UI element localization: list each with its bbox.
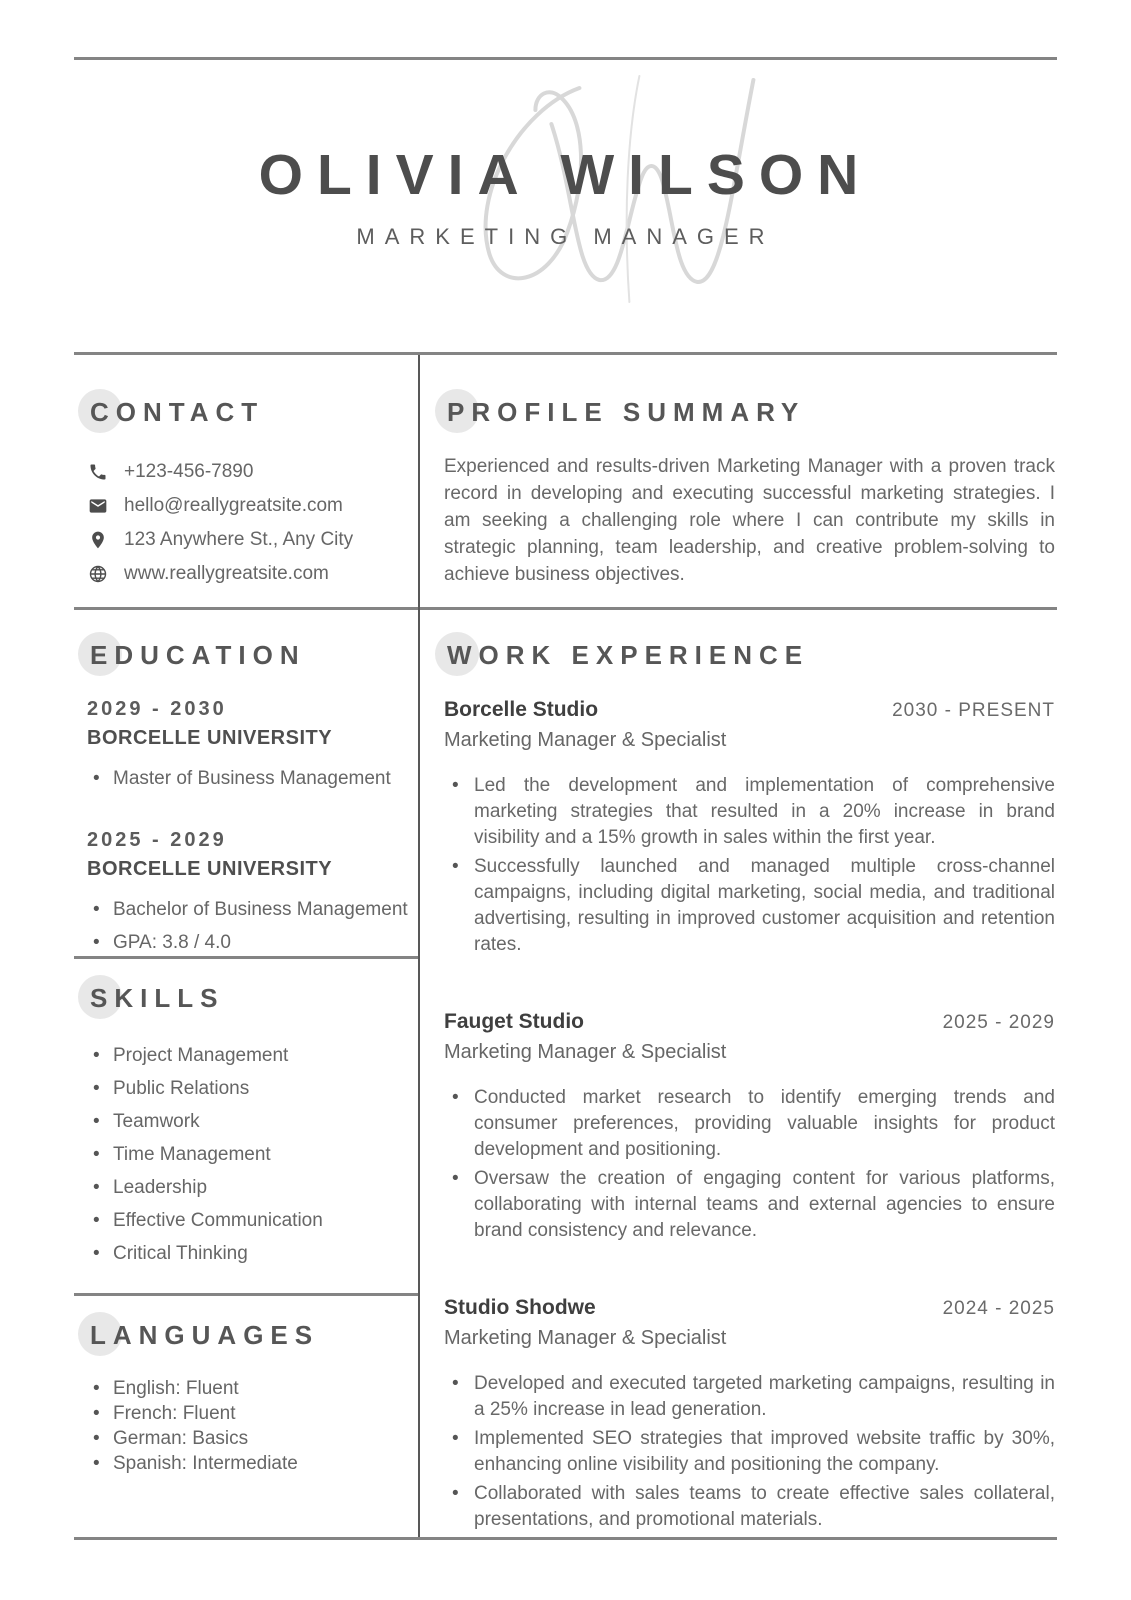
job-role: Marketing Manager & Specialist [444,1327,727,1349]
profile-summary-text: Experienced and results-driven Marketing Manager with a proven track record in developing and executing successful marketing strategies. I am seeking a challenging role where I can contribute my skills in strategic planning, team leadership, and creative problem-solving to achieve business objectives. [444,456,1055,585]
education-school: BORCELLE UNIVERSITY [87,727,333,749]
envelope-icon [87,495,109,517]
job-bullet: • Oversaw the creation of engaging content for various platforms, collaborating with internal teams and external agencies to ensure brand consistency and relevance. [444,1166,1055,1244]
job-bullet: • Conducted market research to identify emerging trends and consumer preferences, providing valuable insights for product development and positioning. [444,1085,1055,1163]
left-column [74,355,420,1537]
education-bullet: • Master of Business Management [87,762,408,795]
languages-section [74,1296,418,1537]
job-header [444,696,1055,723]
language-item: • Spanish: Intermediate [87,1451,408,1476]
education-bullets [87,893,408,959]
job-bullet: • Implemented SEO strategies that improved website traffic by 30%, enhancing online visibility and positioning the company. [444,1426,1055,1478]
education-entry [87,696,408,795]
job-role: Marketing Manager & Specialist [444,1041,727,1063]
contact-email: hello@reallygreatsite.com [124,495,343,516]
job-bullet: • Successfully launched and managed multiple cross-channel campaigns, including digital marketing, social media, and traditional advertising, resulting in improved customer acquisition and retention rates. [444,854,1055,958]
education-years: 2029 - 2030 [87,698,227,720]
contact-phone-row [87,455,402,489]
contact-phone: +123-456-7890 [124,461,254,482]
work-experience-heading: WORK EXPERIENCE [447,640,1055,672]
contact-email-row [87,489,402,523]
job-company: Borcelle Studio [444,698,599,721]
languages-heading: LANGUAGES [90,1320,408,1352]
skill-item: • Effective Communication [87,1204,408,1237]
globe-icon [87,563,109,585]
education-school: BORCELLE UNIVERSITY [87,858,333,880]
education-entry [87,827,408,959]
skills-heading: SKILLS [90,983,408,1015]
education-bullets [87,762,408,795]
job-company: Studio Shodwe [444,1296,596,1319]
person-name: OLIVIA WILSON [258,143,873,207]
skill-item: • Teamwork [87,1105,408,1138]
job-entry [444,1294,1055,1533]
location-icon [87,529,109,551]
language-item: • German: Basics [87,1426,408,1451]
contact-section [74,355,418,610]
job-dates: 2025 - 2029 [942,1012,1055,1033]
work-experience-section [420,610,1057,1537]
job-bullets [444,1371,1055,1533]
education-years: 2025 - 2029 [87,829,227,851]
right-column [420,355,1057,1537]
language-item: • English: Fluent [87,1376,408,1401]
job-role: Marketing Manager & Specialist [444,729,727,751]
job-header [444,1008,1055,1035]
person-title: MARKETING MANAGER [356,224,775,249]
education-section [74,610,418,959]
skill-item: • Public Relations [87,1072,408,1105]
job-entry [444,1008,1055,1244]
job-bullets [444,1085,1055,1244]
contact-list [87,455,402,591]
education-heading: EDUCATION [90,640,408,672]
job-company: Fauget Studio [444,1010,584,1033]
job-bullet: • Collaborated with sales teams to create effective sales collateral, presentations, and promotional materials. [444,1481,1055,1533]
skill-item: • Leadership [87,1171,408,1204]
contact-address: 123 Anywhere St., Any City [124,529,354,550]
header [74,60,1057,352]
job-header [444,1294,1055,1321]
job-dates: 2030 - PRESENT [892,700,1055,721]
education-bullet: • Bachelor of Business Management [87,893,408,926]
skill-item: • Critical Thinking [87,1237,408,1270]
profile-summary-heading: PROFILE SUMMARY [447,397,1055,429]
skills-list [87,1039,408,1270]
job-dates: 2024 - 2025 [942,1298,1055,1319]
skill-item: • Time Management [87,1138,408,1171]
skills-section [74,959,418,1296]
languages-list [87,1376,408,1476]
job-bullet: • Led the development and implementation of comprehensive marketing strategies that resulted in a 20% increase in brand visibility and a 15% growth in sales within the first year. [444,773,1055,851]
education-bullet: • GPA: 3.8 / 4.0 [87,926,408,959]
contact-website-row [87,557,402,591]
job-bullet: • Developed and executed targeted marketing campaigns, resulting in a 25% increase in lead generation. [444,1371,1055,1423]
contact-address-row [87,523,402,557]
skill-item: • Project Management [87,1039,408,1072]
job-entry [444,696,1055,958]
contact-website: www.reallygreatsite.com [124,563,329,584]
job-bullets [444,773,1055,958]
contact-heading: CONTACT [90,397,402,429]
language-item: • French: Fluent [87,1401,408,1426]
phone-icon [87,461,109,483]
profile-summary-section [420,355,1057,610]
content-columns [74,352,1057,1540]
